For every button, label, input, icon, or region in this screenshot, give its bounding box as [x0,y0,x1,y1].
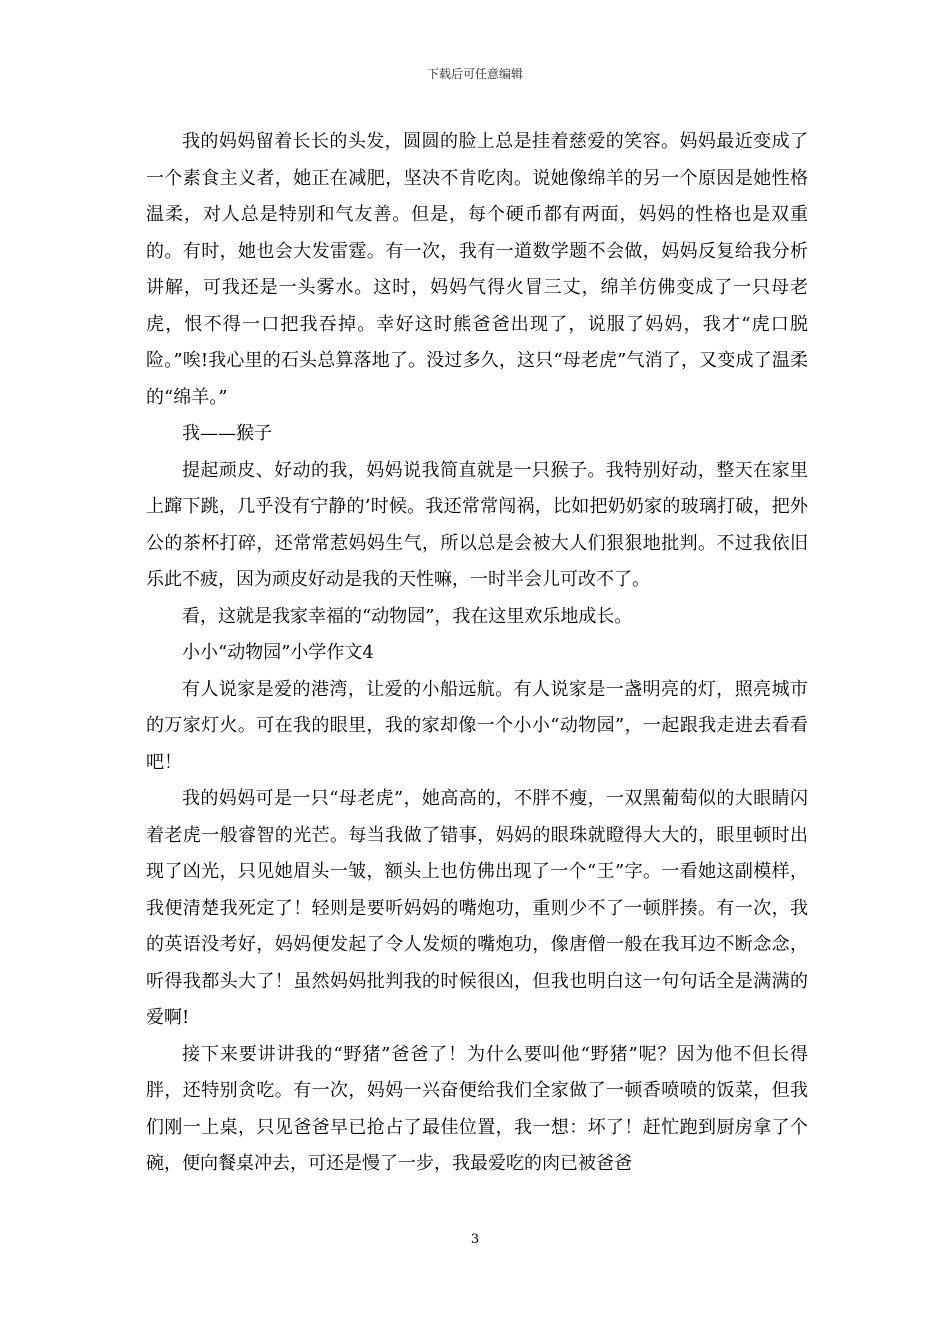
page-header: 下载后可任意编辑 [426,67,523,81]
paragraph: 接下来要讲讲我的“野猪”爸爸了！为什么要叫他“野猪”呢？因为他不但长得胖，还特别贪吃。有一次，妈妈一兴奋便给我们全家做了一顿香喷喷的饭菜，但我们刚一上桌，只见爸爸早已抢占了最佳位置，我一想：坏了！赶忙跑到厨房拿了个碗，便向餐桌冲去，可还是慢了一步，我最爱吃的肉已被爸爸 [146,1043,808,1174]
paragraph: 有人说家是爱的港湾，让爱的小船远航。有人说家是一盏明亮的灯，照亮城市的万家灯火。可在我的眼里，我的家却像一个小小“动物园”，一起跟我走进去看看吧！ [146,678,808,773]
paragraph: 看，这就是我家幸福的“动物园”，我在这里欢乐地成长。 [182,605,633,627]
paragraph: 我——猴子 [182,423,272,444]
paragraph: 提起顽皮、好动的我，妈妈说我简直就是一只猴子。我特别好动，整天在家里上蹿下跳，几乎没有宁静的’时候。我还常常闯祸，比如把奶奶家的玻璃打破，把外公的茶杯打碎，还常常惹妈妈生气，所以总是会被大人们狠狠地批判。不过我依旧乐此不疲，因为顽皮好动是我的天性嘛，一时半会儿可改不了。 [146,459,808,590]
section-title: 小小“动物园”小学作文4 [182,642,374,663]
paragraph: 我的妈妈可是一只“母老虎”，她高高的，不胖不瘦，一双黑葡萄似的大眼睛闪着老虎一般睿智的光芒。每当我做了错事，妈妈的眼珠就瞪得大大的，眼里顿时出现了凶光，只见她眉头一皱，额头上也仿佛出现了一个“王”字。一看她这副模样，我便清楚我死定了！轻则是要听妈妈的嘴炮功，重则少不了一顿胖揍。有一次，我的英语没考好，妈妈便发起了令人发烦的嘴炮功，像唐僧一般在我耳边不断念念，听得我都头大了！虽然妈妈批判我的时候很凶，但我也明白这一句句话全是满满的爱啊! [146,788,808,1028]
page-number: 3 [470,1232,480,1247]
document-body [146,124,808,1183]
paragraph: 我的妈妈留着长长的头发，圆圆的脸上总是挂着慈爱的笑容。妈妈最近变成了一个素食主义者，她正在减肥，坚决不肯吃肉。说她像绵羊的另一个原因是她性格温柔，对人总是特别和气友善。但是，每个硬币都有两面，妈妈的性格也是双重的。有时，她也会大发雷霆。有一次，我有一道数学题不会做，妈妈反复给我分析讲解，可我还是一头雾水。这时，妈妈气得火冒三丈，绵羊仿佛变成了一只母老虎，恨不得一口把我吞掉。幸好这时熊爸爸出现了，说服了妈妈，我才“虎口脱险。”唉!我心里的石头总算落地了。没过多久，这只“母老虎”气消了，又变成了温柔的“绵羊。” [146,131,808,408]
